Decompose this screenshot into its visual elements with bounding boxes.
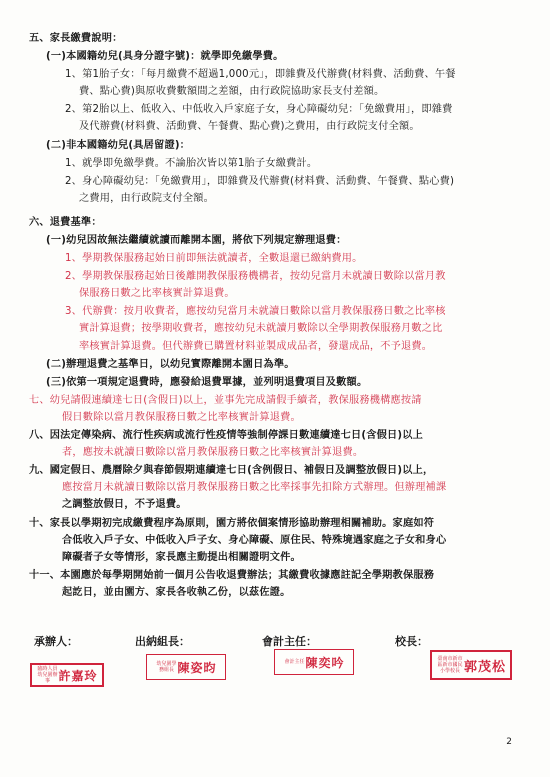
item-5-1-1: 1、第1胎子女：「每月繳費不超過1,000元」，即雜費及代辦費(材料費、活動費、午餐 (65, 69, 456, 80)
section-8: 八、因法定傳染病、流行性疾病或流行性疫情等強制停課日數連續達七日(含假日)以上 (29, 430, 424, 441)
accounting-label: 會計主任： (262, 635, 317, 648)
subsection-5-2: (二)非本國籍幼兒(具居留證)： (46, 140, 191, 151)
item-6-1-3-cont1: 實計算退費；按學期收費者，應按幼兒未就讀月數除以全學期教保服務月數之比 (79, 323, 443, 334)
item-6-1-1: 1、學期教保服務起始日前即無法就讀者，全數退還已繳納費用。 (65, 253, 363, 264)
subsection-6-2: (二)辦理退費之基準日，以幼兒實際離開本園日為準。 (46, 359, 295, 370)
handler-label: 承辦人： (34, 635, 78, 648)
section-9: 九、國定假日、農曆除夕與春節假期連續達七日(含例假日、補假日及調整放假日)以上， (29, 465, 434, 476)
section-11-cont: 起訖日，並由園方、家長各收執乙份，以茲佐證。 (62, 587, 291, 598)
principal-stamp: 臺南市新市區新市國民小學校長 郭茂松 (430, 650, 512, 680)
section-9-cont2: 之調整放假日，不予退費。 (62, 499, 187, 510)
item-5-1-1-cont: 費、點心費)與原收費數額間之差額，由行政院協助家長支付差額。 (79, 86, 385, 97)
item-6-1-2: 2、學期教保服務起始日後離開教保服務機構者，按幼兒當月未就讀日數除以當月教 (65, 271, 446, 282)
section-10-cont2: 障礙者子女等情形，家長應主動提出相關證明文件。 (62, 552, 301, 563)
item-5-1-2: 2、第2胎以上、低收入、中低收入戶家庭子女，身心障礙幼兒：「免繳費用」，即雜費 (65, 104, 453, 115)
section-10-cont1: 合低收入戶子女、中低收入戶子女、身心障礙、原住民、特殊境遇家庭之子女和身心 (62, 535, 447, 546)
cashier-stamp: 幼兒園學務組長 陳姿昀 (146, 654, 226, 680)
subsection-5-1: (一)本國籍幼兒(具身分證字號)：就學即免繳學費。 (46, 51, 284, 62)
handler-stamp: 臨時人員幼兒園辦事 許嘉玲 (30, 663, 104, 687)
item-6-1-3-cont2: 率核實計算退費。但代辦費已購置材料並製成成品者，發還成品，不予退費。 (79, 341, 433, 352)
item-5-2-2: 2、身心障礙幼兒：「免繳費用」，即雜費及代辦費(材料費、活動費、午餐費、點心費) (65, 176, 455, 187)
item-6-1-2-cont: 保服務日數之比率核實計算退費。 (79, 288, 235, 299)
section-10: 十、家長以學期初完成繳費程序為原則，園方將依個案情形協助辦理相關補助。家庭如符 (29, 518, 435, 529)
page-number: 2 (506, 737, 512, 747)
item-6-1-3: 3、代辦費：按月收費者，應按幼兒當月未就讀日數除以當月教保服務日數之比率核 (65, 306, 446, 317)
accounting-stamp: 會計主任 陳奕吟 (274, 649, 354, 675)
subsection-6-3: (三)依第一項規定退費時，應發給退費單據，並列明退費項目及數額。 (46, 377, 368, 388)
item-5-2-2-cont: 之費用，由行政院支付全額。 (79, 193, 215, 204)
section-7: 七、幼兒請假連續達七日(含假日)以上，並事先完成請假手續者，教保服務機構應按請 (29, 395, 422, 406)
item-5-2-1: 1、就學即免繳學費。不論胎次皆以第1胎子女繳費計。 (65, 158, 318, 169)
item-5-1-2-cont: 及代辦費(材料費、活動費、午餐費、點心費)之費用，由行政院支付全額。 (79, 121, 420, 132)
section-9-cont1: 應按當月未就讀日數除以當月教保服務日數之比率採事先扣除方式辦理。但辦理補課 (62, 482, 447, 493)
subsection-6-1: (一)幼兒因故無法繼續就讀而離開本園，將依下列規定辦理退費： (46, 235, 347, 246)
principal-label: 校長： (395, 635, 428, 648)
section-11: 十一、本園應於每學期開始前一個月公告收退費辦法；其繳費收據應註記全學期教保服務 (29, 570, 435, 581)
cashier-label: 出納組長： (135, 635, 190, 648)
section-8-cont: 者，應按未就讀日數除以當月教保服務日數之比率核實計算退費。 (62, 447, 364, 458)
section-5-heading: 五、家長繳費說明： (29, 33, 123, 44)
section-7-cont: 假日數除以當月教保服務日數之比率核實計算退費。 (62, 412, 301, 423)
section-6-heading: 六、退費基準： (29, 217, 102, 228)
